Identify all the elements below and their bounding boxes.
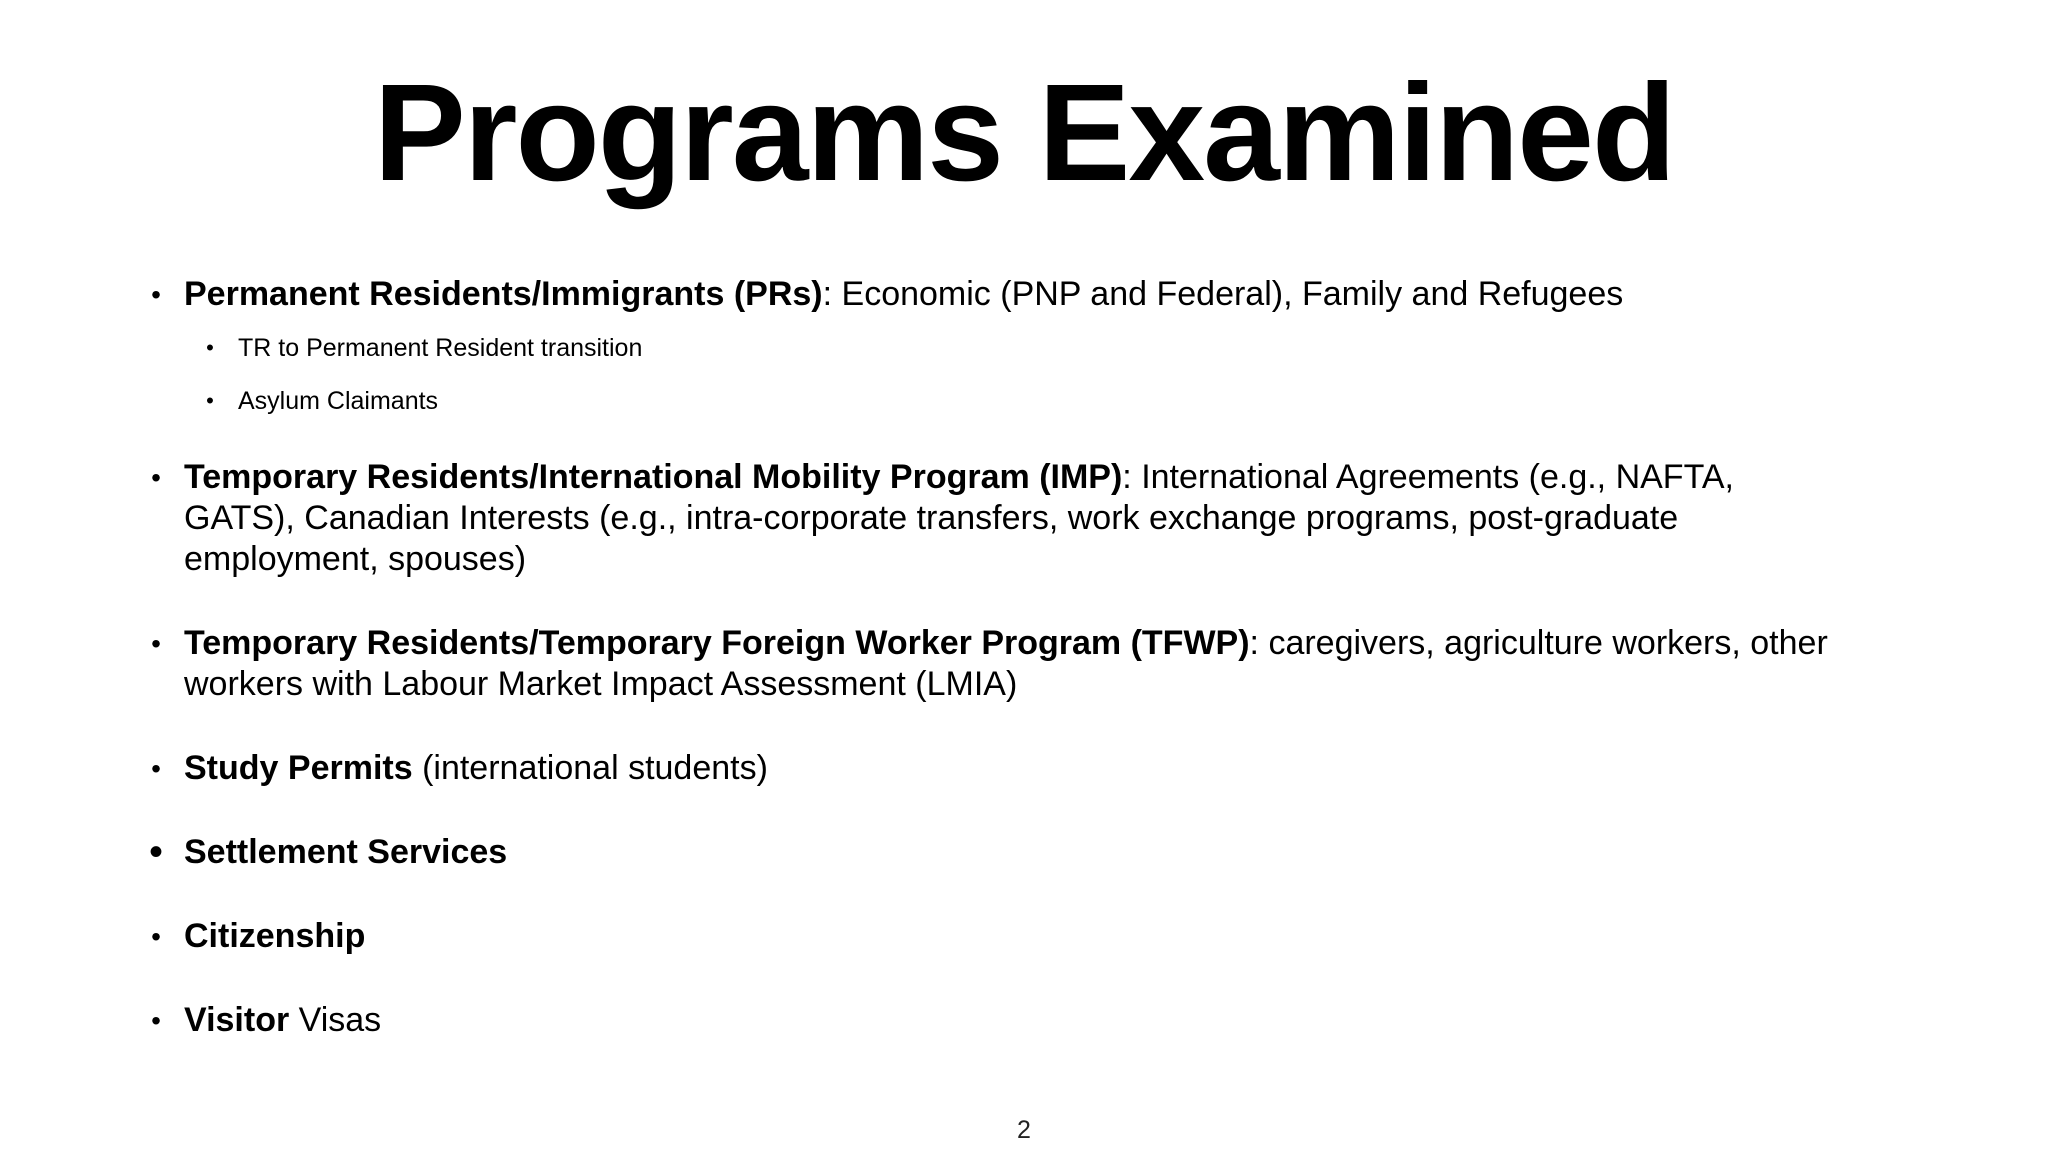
bullet-text: : International Agreements (e.g., NAFTA, GATS), Canadian Interests (e.g., intra-corporate transfers, work exchange programs, post-graduate employment, spouses) [184,458,1734,578]
sub-bullet-item-tr-transition [146,333,1846,363]
bullet-text: : caregivers, agriculture workers, other workers with Labour Market Impact Assessment (LMIA) [184,624,1828,703]
bullet-item-citizenship [146,916,1846,957]
sub-bullet-item-asylum-claimants [146,386,1846,416]
bullet-bold-text: Temporary Residents/International Mobility Program (IMP) [184,458,1123,496]
bullet-item-study-permits [146,748,1846,789]
bullet-icon: • [151,628,161,659]
bullet-text: Visas [289,1001,382,1039]
bullet-icon: • [151,462,161,493]
bullet-icon: • [151,921,161,952]
sub-bullet-text: TR to Permanent Resident transition [238,334,643,362]
bullet-bold-text: Citizenship [184,917,366,955]
bullet-icon: • [151,279,161,310]
page-number: 2 [1017,1116,1031,1144]
bullet-bold-text: Study Permits [184,749,413,787]
bullet-icon: • [148,830,163,874]
bullet-item-permanent-residents [146,274,1846,315]
sub-bullet-text: Asylum Claimants [238,387,439,415]
bullet-bold-text: Settlement Services [184,833,508,871]
bullet-text: : Economic (PNP and Federal), Family and Refugees [822,275,1624,313]
bullet-item-visitor-visas [146,1000,1846,1041]
bullet-icon: • [206,335,214,360]
bullet-text: (international students) [412,749,768,787]
bullet-icon: • [206,388,214,413]
bullet-list [146,274,1846,1041]
bullet-item-settlement-services [146,832,1846,873]
bullet-bold-text: Permanent Residents/Immigrants (PRs) [184,275,823,313]
bullet-bold-text: Visitor [184,1001,290,1039]
bullet-bold-text: Temporary Residents/Temporary Foreign Worker Program (TFWP) [184,624,1250,662]
bullet-item-tfwp [146,623,1846,705]
bullet-icon: • [151,1005,161,1036]
bullet-item-imp [146,457,1846,580]
slide-title: Programs Examined [373,56,1675,210]
bullet-icon: • [151,753,161,784]
